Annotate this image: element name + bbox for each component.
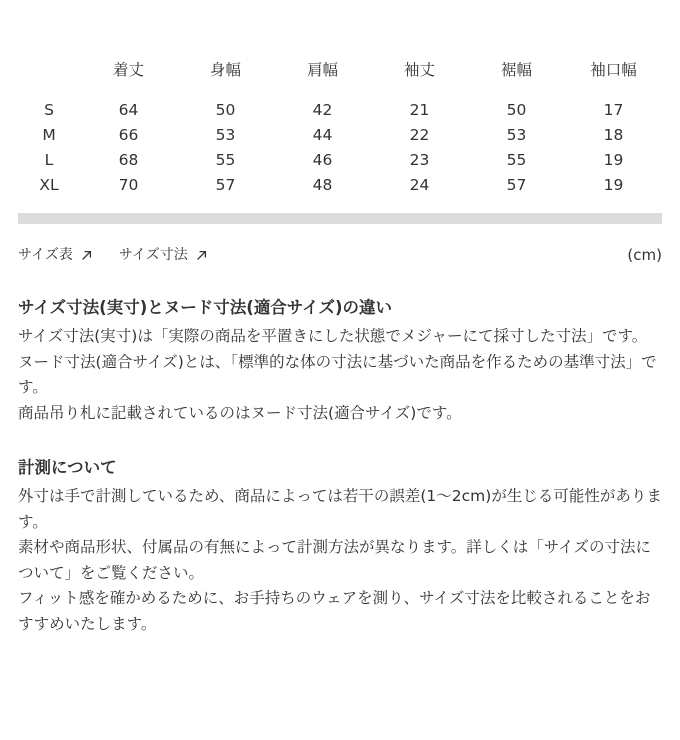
cell-value: 44 [312,126,333,144]
column-header: 袖丈 [403,61,435,79]
cell-value: 50 [215,101,236,119]
size-guide-panel [0,60,680,637]
cell-value: 53 [506,126,527,144]
column-header: 肩幅 [306,61,338,79]
section-paragraphs [18,324,662,426]
cell-value: 55 [506,151,527,169]
paragraph: 素材や商品形状、付属品の有無によって計測方法が異なります。詳しくは「サイズの寸法について」をご覧ください。 [18,538,652,582]
cell-value: 57 [506,176,527,194]
cell-value: 70 [118,176,139,194]
paragraph: サイズ寸法(実寸)は「実際の商品を平置きにした状態でメジャーにて採寸した寸法」です。 [18,327,648,345]
section-measurement [18,458,662,637]
cell-value: 19 [603,151,624,169]
paragraph: フィット感を確かめるために、お手持ちのウェアを測り、サイズ寸法を比較されることをおすすめいたします。 [18,589,651,633]
size-dimensions-link-label: サイズ寸法 [118,247,188,263]
table-row-size-m [18,123,662,148]
cell-value: 48 [312,176,333,194]
cell-value: 55 [215,151,236,169]
cell-value: 17 [603,101,624,119]
cell-value: 22 [409,126,430,144]
size-dimensions-link[interactable] [119,246,208,265]
paragraph: 商品吊り札に記載されているのはヌード寸法(適合サイズ)です。 [18,403,462,422]
size-table-container [18,60,662,198]
cell-value: 46 [312,151,333,169]
cell-value: 18 [603,126,624,144]
table-row-size-l [18,148,662,173]
table-row-size-s [18,98,662,123]
cell-value: 24 [409,176,430,194]
size-label: S [44,101,54,119]
paragraph: ヌード寸法(適合サイズ)とは、「標準的な体の寸法に基づいた商品を作るための基準寸法」です。 [18,352,657,396]
unit-label-cm: (cm) [627,246,662,264]
size-table-header-row [18,60,662,98]
external-link-arrow-icon [80,249,93,262]
section-size-vs-nude [18,298,662,426]
size-chart-link-label: サイズ表 [18,247,73,263]
paragraph: 外寸は手で計測しているため、商品によっては若干の誤差(1〜2cm)が生じる可能性があります。 [18,487,662,531]
column-header: 身幅 [209,61,241,79]
cell-value: 57 [215,176,236,194]
size-table [18,60,662,198]
external-link-arrow-icon [195,249,208,262]
table-row-size-xl [18,173,662,198]
size-label: L [44,151,54,169]
table-horizontal-scrollbar[interactable] [18,213,662,224]
cell-value: 50 [506,101,527,119]
size-table-corner-cell [18,60,80,98]
links-row [18,246,662,265]
section-heading: 計測について [18,458,117,477]
cell-value: 21 [409,101,430,119]
cell-value: 66 [118,126,139,144]
column-header: 着丈 [112,61,144,79]
column-header: 裾幅 [500,61,532,79]
cell-value: 64 [118,101,139,119]
size-label: XL [39,176,59,194]
cell-value: 68 [118,151,139,169]
section-paragraphs [18,484,662,637]
size-label: M [42,126,56,144]
size-chart-link[interactable] [18,246,93,265]
section-heading: サイズ寸法(実寸)とヌード寸法(適合サイズ)の違い [18,298,393,317]
cell-value: 53 [215,126,236,144]
cell-value: 23 [409,151,430,169]
cell-value: 42 [312,101,333,119]
column-header: 袖口幅 [590,61,637,79]
cell-value: 19 [603,176,624,194]
